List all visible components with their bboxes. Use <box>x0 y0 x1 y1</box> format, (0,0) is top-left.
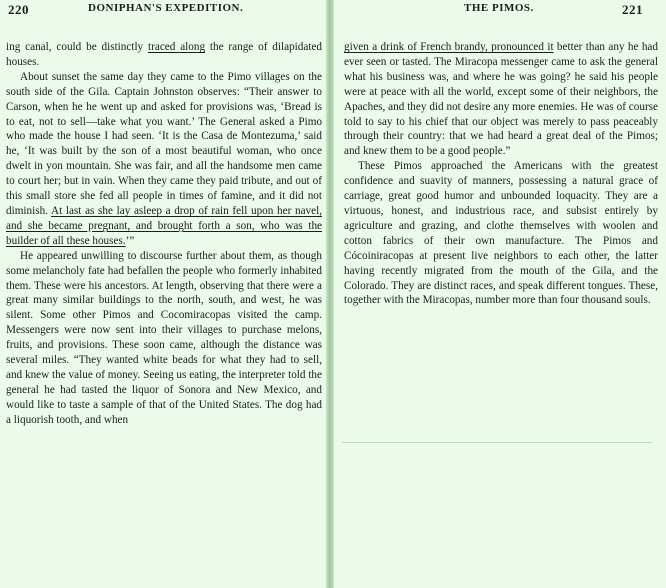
book-gutter <box>326 0 334 588</box>
text-run: better than any he had ever seen or tasted. The Miracopa messenger came to ask the general what his business was, and where he was going? he said his people were at peace with all the world, except some of their neighbors, the Apaches, and they did not desire any more enemies. He was of course told to say to his chief that our object was merely to pass peaceably through their country: that we had heard a great deal of the Pimos; and knew them to be a good people.” <box>344 41 658 158</box>
right-text-column <box>344 40 658 308</box>
right-page-number: 221 <box>622 2 643 17</box>
paragraph <box>6 70 322 249</box>
paragraph <box>6 40 322 70</box>
text-run: ing canal, could be distinctly <box>6 41 149 53</box>
right-running-head: THE PIMOS. <box>464 2 534 14</box>
paragraph <box>344 159 658 308</box>
paragraph <box>6 249 322 428</box>
left-page-number: 220 <box>8 2 29 17</box>
text-run: the range of dilapidated houses. <box>6 41 322 68</box>
text-run: About sunset the same day they came to the Pimo villages on the south side of the Gila. Captain Johnston observes: “Their answer to Carson, when he he went up and asked for provisions was, ‘Bread is to eat, not to sell—take what you want.’ The General asked a Pimo who made the house I had seen. ‘It is the Casa de Montezuma,’ said he, ‘It was built by the son of a most beautiful woman, who once dwelt in yon mountain. She was fair, and all the handsome men came to court her; but in vain. When they came they paid tribute, and out of this small store she fed all people in times of famine, and it did not diminish. <box>6 70 322 217</box>
right-page <box>332 0 666 588</box>
text-run: ’” <box>125 234 135 247</box>
left-page <box>0 0 332 588</box>
left-text-column <box>6 40 322 428</box>
text-run: He appeared unwilling to discourse further about them, as though some melancholy fate had befallen the people who formerly inhabited them. These were his ancestors. At length, observing that there were a great many similar buildings to the north, south, and west, he was silent. Some other Pimos and Cocomiracopas visited the camp. Messengers were now sent into their villages to purchase melons, fruits, and provisions. These soon came, although the distance was several miles. “They wanted white beads for what they had to sell, and knew the value of money. Seeing us eating, the interpreter told the general he had tasted the liquor of Sonora and New Mexico, and would like to taste a sample of that of the United States. The dog had a liquorish tooth, and when <box>6 249 322 426</box>
text-run: These Pimos approached the Americans with the greatest confidence and suavity of manners, possessing a natural grace of carriage, great good humor and unbounded loquacity. They are a virtuous, honest, and industrious race, and subsist entirely by agriculture and grazing, and clothe themselves with woolen and cotton fabrics of their own manufacture. The Pimos and Cócoiniracopas at present live neighbors to each other, the latter having recently migrated from the mouth of the Gila, and the Colorado. They are distinct races, and speak different tongues. These, together with the Miracopas, number more than four thousand souls. <box>344 160 658 307</box>
end-of-chapter-rule <box>342 442 652 443</box>
left-running-head: DONIPHAN'S EXPEDITION. <box>88 2 244 14</box>
paragraph <box>344 40 658 159</box>
underlined-passage: At last as she lay asleep a drop of rain fell upon her navel, and she became pregnant, and brought forth a son, who was the builder of all these houses. <box>6 204 322 247</box>
underlined-passage: traced along <box>148 41 206 53</box>
underlined-passage: given a drink of French brandy, pronounced it <box>344 41 554 53</box>
